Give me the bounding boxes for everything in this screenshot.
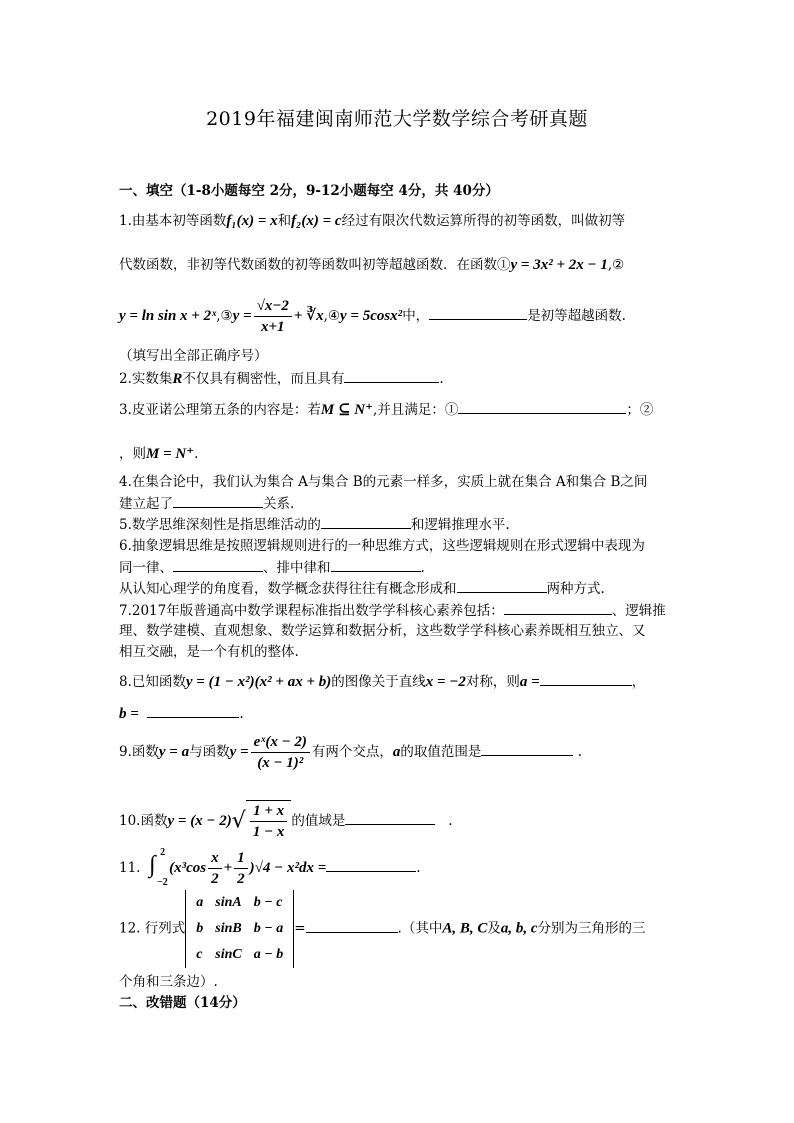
q1-text: 中， bbox=[402, 308, 430, 324]
answer-blank[interactable] bbox=[173, 557, 263, 572]
answer-blank[interactable] bbox=[321, 514, 411, 529]
question-1-line-1 bbox=[119, 211, 625, 231]
q9-text: 与函数 bbox=[189, 744, 230, 760]
answer-blank[interactable] bbox=[326, 857, 416, 872]
q3-text: . bbox=[194, 446, 199, 462]
q10-text: 的值域是 bbox=[291, 813, 346, 829]
q1-formula-3b: + ∛x bbox=[293, 308, 324, 324]
q2-text: 不仅具有稠密性，而且具有 bbox=[182, 371, 345, 387]
q9-text: 有两个交点， bbox=[311, 744, 393, 760]
answer-blank[interactable] bbox=[306, 918, 398, 933]
question-3-line-1 bbox=[119, 399, 653, 420]
determinant-cell: sinA bbox=[215, 895, 242, 910]
answer-blank[interactable] bbox=[344, 368, 439, 383]
q10-fraction-numerator: 1 + x bbox=[250, 801, 288, 822]
q12-text: = bbox=[294, 920, 306, 937]
determinant-cell: b bbox=[196, 921, 204, 936]
question-10: 10.函数y = (x − 2)√ $\frac{1 + x}{1 - x}$ 的值域是 . bbox=[119, 800, 453, 842]
integral-upper-limit: 2 bbox=[160, 846, 166, 858]
q8-text: . bbox=[239, 706, 244, 722]
q9-formula: a bbox=[392, 744, 401, 760]
q9-fraction-denominator: (x − 1)² bbox=[257, 755, 304, 771]
q4-text: 关系. bbox=[263, 496, 295, 512]
q12-text: .（其中 bbox=[397, 920, 443, 937]
q11-formula: ) bbox=[249, 860, 255, 876]
determinant-cell: c bbox=[196, 947, 203, 962]
q11-formula: dx = bbox=[298, 860, 327, 876]
question-4-line-2 bbox=[119, 493, 294, 514]
answer-blank[interactable] bbox=[173, 493, 263, 508]
answer-blank[interactable] bbox=[457, 578, 547, 593]
q7-text: 、逻辑推 bbox=[611, 603, 666, 619]
question-1-line-4: （填写出全部正确序号） bbox=[119, 348, 268, 364]
q8-formula: b = bbox=[119, 706, 139, 722]
q1-formula-f1: f₁(x) = x bbox=[226, 213, 278, 229]
question-2 bbox=[119, 368, 444, 389]
question-11 bbox=[119, 848, 421, 889]
q1-text: 和 bbox=[277, 213, 292, 229]
question-6-line-2 bbox=[119, 557, 425, 578]
q5-text: 5.数学思维深刻性是指思维活动的 bbox=[119, 517, 321, 533]
q10-text: 10.函数 bbox=[119, 813, 168, 829]
determinant-cell: sinC bbox=[215, 947, 242, 962]
q8-formula: y = (1 − x²)(x² + ax + b) bbox=[185, 674, 332, 690]
q5-text: 和逻辑推理水平. bbox=[410, 517, 510, 533]
q1-formula-1: y = 3x² + 2x − 1 bbox=[510, 257, 608, 273]
question-1-line-2 bbox=[119, 255, 624, 275]
answer-blank[interactable] bbox=[504, 600, 612, 615]
q9-text: . bbox=[577, 744, 583, 760]
q2-text: . bbox=[439, 371, 444, 387]
answer-blank[interactable] bbox=[345, 810, 435, 825]
q1-text: ,② bbox=[607, 257, 625, 273]
question-1-line-3 bbox=[119, 296, 626, 337]
q2-text: 2.实数集 bbox=[119, 371, 173, 387]
answer-blank[interactable] bbox=[481, 741, 573, 756]
q8-text: ， bbox=[631, 674, 646, 690]
q3-text: ；② bbox=[626, 402, 654, 418]
q1-text: ,③ bbox=[216, 308, 233, 324]
question-8-line-1 bbox=[119, 671, 645, 692]
q10-text: . bbox=[448, 813, 453, 829]
q1-formula-4: y = 5cosx² bbox=[339, 308, 403, 324]
q1-fraction-numerator: √x−2 bbox=[254, 296, 292, 317]
determinant-cell: b − a bbox=[253, 921, 284, 936]
integral-lower-limit: −2 bbox=[157, 876, 168, 888]
question-8-line-2 bbox=[119, 703, 244, 724]
q6-text: . bbox=[420, 560, 425, 576]
question-6-line-1: 6.抽象逻辑思维是按照逻辑规则进行的一种思维方式，这些逻辑规则在形式逻辑中表现为 bbox=[119, 538, 645, 554]
q3-formula: M ⊆ N⁺ bbox=[320, 402, 374, 418]
q11-text: 11. bbox=[119, 860, 141, 876]
q12-text: 12. 行列式 bbox=[119, 920, 186, 937]
question-6-line-3 bbox=[119, 578, 605, 599]
q12-formula: a, b, c bbox=[500, 920, 538, 937]
q1-text: 经过有限次代数运算所得的初等函数，叫做初等 bbox=[341, 213, 626, 229]
q10-formula: y = (x − 2) bbox=[167, 813, 232, 829]
question-12-line-2: 个角和三条边）. bbox=[119, 974, 218, 990]
question-3-line-2 bbox=[119, 444, 198, 464]
q8-text: 对称，则 bbox=[465, 674, 520, 690]
page-title: 2019年福建闽南师范大学数学综合考研真题 bbox=[206, 108, 588, 130]
question-12 bbox=[119, 890, 646, 968]
q8-text: 8.已知函数 bbox=[119, 674, 186, 690]
q11-formula: + bbox=[223, 860, 233, 876]
section-heading-fill-in: 一、填空（1-8小题每空 2分，9-12小题每空 4分，共 40分） bbox=[119, 183, 499, 199]
determinant-cell: a bbox=[196, 895, 204, 910]
determinant-cell: a − b bbox=[253, 947, 284, 962]
q1-formula-f2: f₂(x) = c bbox=[291, 213, 342, 229]
q1-text: 代数函数，非初等代数函数的初等函数叫初等超越函数．在函数① bbox=[119, 257, 511, 273]
q11-text: . bbox=[416, 860, 421, 876]
integral-sign: ∫ bbox=[149, 851, 156, 878]
q9-text: 9.函数 bbox=[119, 744, 159, 760]
question-7-line-3: 相互交融，是一个有机的整体. bbox=[119, 644, 299, 660]
q8-formula: a = bbox=[519, 674, 540, 690]
determinant bbox=[185, 890, 294, 968]
answer-blank[interactable] bbox=[540, 671, 632, 686]
determinant-cell: sinB bbox=[215, 921, 242, 936]
answer-blank[interactable] bbox=[147, 703, 239, 718]
q1-text: ,④ bbox=[323, 308, 340, 324]
q1-text: 是初等超越函数. bbox=[527, 308, 626, 324]
answer-blank[interactable] bbox=[458, 399, 626, 414]
q1-fraction-denominator: x+1 bbox=[260, 319, 285, 335]
q6-text: 、排中律和 bbox=[263, 560, 331, 576]
q3-text: 3.皮亚诺公理第五条的内容是：若 bbox=[119, 402, 321, 418]
q6-text: 两种方式. bbox=[546, 581, 605, 597]
q3-text: ，则 bbox=[119, 446, 146, 462]
q8-text: 的图像关于直线 bbox=[331, 674, 426, 690]
question-7-line-1 bbox=[119, 600, 666, 621]
q3-formula: M = N⁺ bbox=[146, 446, 195, 462]
q10-fraction-denominator: 1 − x bbox=[252, 824, 285, 840]
answer-blank[interactable] bbox=[429, 305, 527, 320]
q9-formula: y = bbox=[229, 744, 249, 760]
q7-text: 7.2017年版普通高中数学课程标准指出数学学科核心素养包括： bbox=[119, 603, 504, 619]
question-7-line-2: 理、数学建模、直观想象、数学运算和数据分析，这些数学学科核心素养既相互独立、又 bbox=[119, 623, 646, 639]
q1-text: 1.由基本初等函数 bbox=[119, 213, 227, 229]
q4-text: 建立起了 bbox=[119, 496, 173, 512]
section-heading-correction: 二、改错题（14分） bbox=[119, 995, 246, 1011]
q11-fraction-numerator: x bbox=[208, 848, 222, 869]
q11-formula: √4 − x² bbox=[254, 860, 299, 876]
q11-fraction-denominator: 2 bbox=[237, 871, 245, 887]
q11-fraction-denominator: 2 bbox=[211, 871, 219, 887]
q3-text: ,并且满足：① bbox=[373, 402, 459, 418]
q12-formula: A, B, C bbox=[442, 920, 488, 937]
q1-formula-2: y = ln sin x + 2ˣ bbox=[119, 308, 217, 324]
q9-text: 的取值范围是 bbox=[400, 744, 482, 760]
q2-formula: R bbox=[172, 371, 183, 387]
q6-text: 从认知心理学的角度看，数学概念获得往往有概念形成和 bbox=[119, 581, 457, 597]
question-4-line-1: 4.在集合论中，我们认为集合 A与集合 B的元素一样多，实质上就在集合 A和集合 B之间 bbox=[119, 474, 648, 490]
answer-blank[interactable] bbox=[331, 557, 421, 572]
q6-text: 同一律、 bbox=[119, 560, 173, 576]
q9-formula: y = a bbox=[158, 744, 190, 760]
q11-formula: (x³cos bbox=[169, 860, 207, 876]
q9-fraction-numerator: eˣ(x − 2) bbox=[251, 732, 310, 753]
q11-fraction-numerator: 1 bbox=[234, 848, 248, 869]
question-9 bbox=[119, 732, 582, 773]
q12-text: 及 bbox=[487, 920, 501, 937]
q8-formula: x = −2 bbox=[425, 674, 466, 690]
q1-formula-3: y = bbox=[232, 308, 252, 324]
q12-text: 分别为三角形的三 bbox=[537, 920, 646, 937]
question-5 bbox=[119, 514, 510, 535]
determinant-cell: b − c bbox=[253, 895, 283, 910]
